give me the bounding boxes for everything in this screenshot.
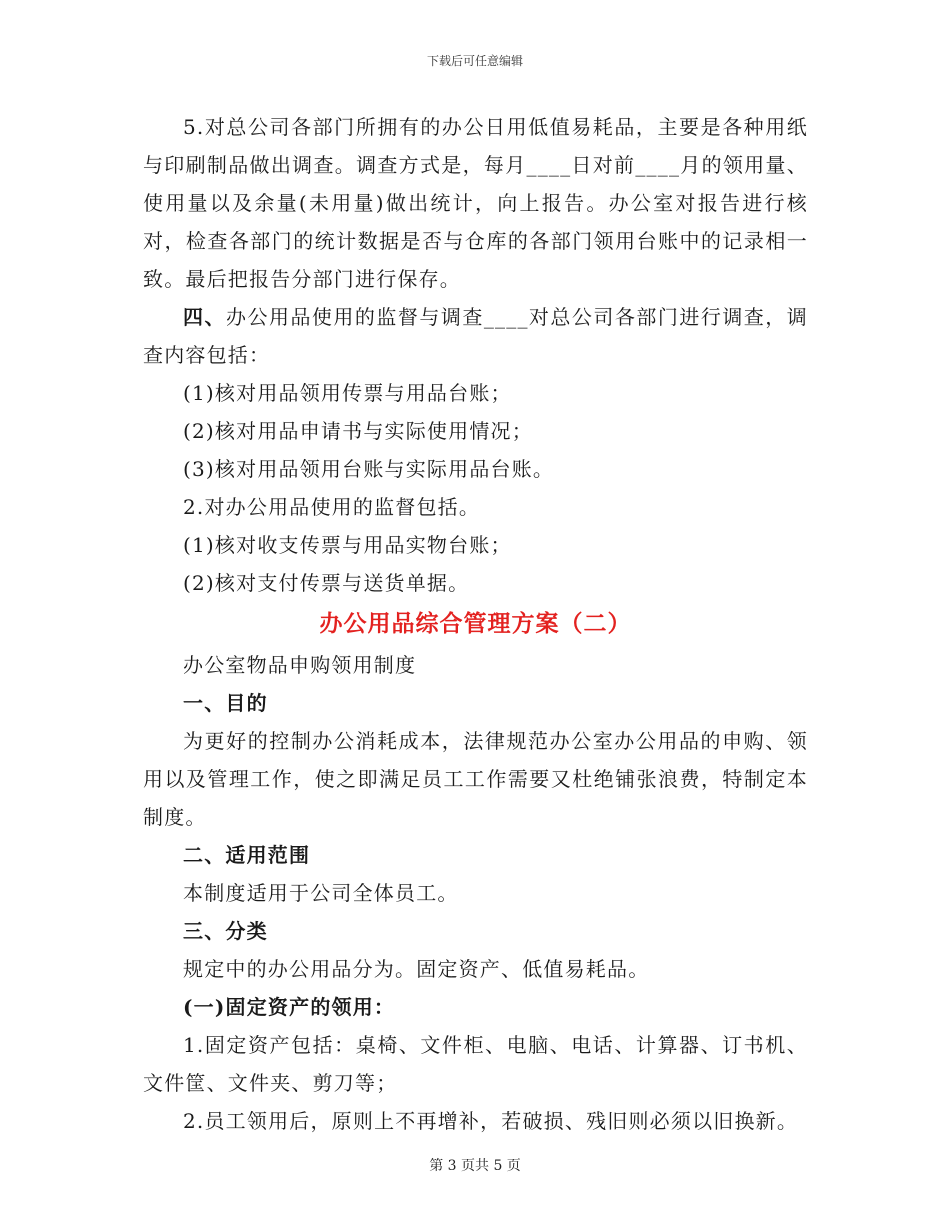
scope-text: 本制度适用于公司全体员工。 [183, 881, 459, 905]
regulation-subtitle: 办公室物品申购领用制度 [183, 653, 417, 677]
check-item-3: (3)核对用品领用台账与实际用品台账。 [183, 457, 555, 481]
check-item-1: (1)核对用品领用传票与用品台账； [183, 381, 512, 405]
document-body [143, 108, 808, 1140]
section-title: 办公用品综合管理方案（二） [319, 610, 632, 637]
section-four-text: 办公用品使用的监督与调查____对总公司各部门进行调查，调查内容包括： [143, 305, 808, 367]
heading-category: 三、分类 [183, 919, 268, 943]
check-item-2: (2)核对用品申请书与实际使用情况； [183, 419, 533, 443]
heading-fixed-assets: (一)固定资产的领用： [183, 995, 396, 1019]
heading-scope: 二、适用范围 [183, 843, 311, 867]
page-header-note: 下载后可任意编辑 [426, 54, 523, 68]
heading-purpose: 一、目的 [183, 691, 268, 715]
supervision-item-1: (1)核对收支传票与用品实物台账； [183, 533, 512, 557]
paragraph-item-5: 5.对总公司各部门所拥有的办公日用低值易耗品，主要是各种用纸与印刷制品做出调查。调查方式是，每月____日对前____月的领用量、使用量以及余量(未用量)做出统计，向上报告。办公室对报告进行核对，检查各部门的统计数据是否与仓库的各部门领用台账中的记录相一致。最后把报告分部门进行保存。 [143, 115, 808, 291]
page-footer: 第 3 页共 5 页 [429, 1158, 521, 1174]
supervision-heading: 2.对办公用品使用的监督包括。 [183, 495, 481, 519]
section-four-heading: 四、 [183, 305, 226, 329]
purpose-text: 为更好的控制办公消耗成本，法律规范办公室办公用品的申购、领用以及管理工作，使之即满足员工工作需要又杜绝铺张浪费，特制定本制度。 [143, 729, 808, 829]
fixed-assets-item-2: 2.员工领用后，原则上不再增补，若破损、残旧则必须以旧换新。 [183, 1109, 799, 1133]
paragraph-section-four [143, 298, 808, 374]
category-text: 规定中的办公用品分为。固定资产、低值易耗品。 [183, 957, 650, 981]
fixed-assets-item-1: 1.固定资产包括：桌椅、文件柜、电脑、电话、计算器、订书机、文件筐、文件夹、剪刀等； [143, 1033, 808, 1095]
supervision-item-2: (2)核对支付传票与送货单据。 [183, 571, 470, 595]
